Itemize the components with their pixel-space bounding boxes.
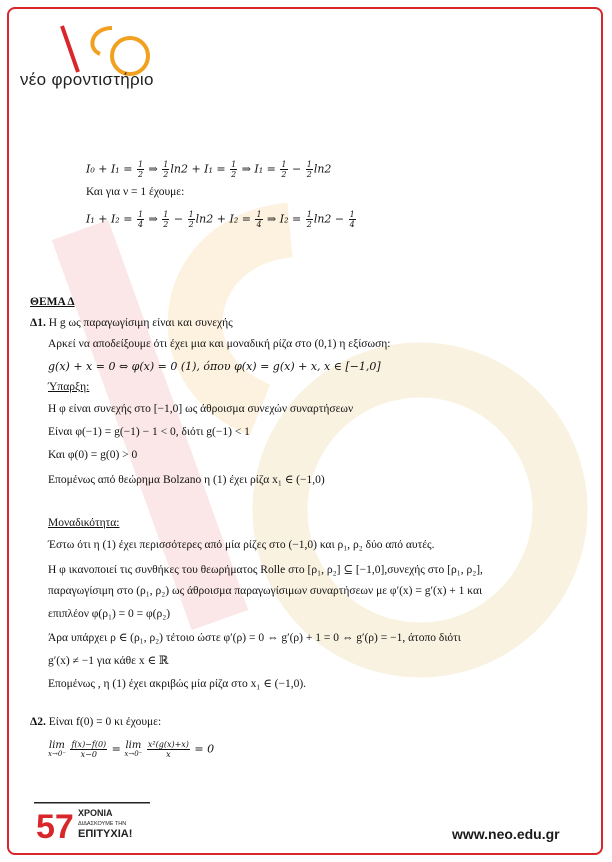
years-badge [34,800,154,846]
d1-line-5: Και φ(0) = g(0) > 0 [48,449,138,461]
neo-logo [14,14,184,109]
d2-limit-line: lim x→0⁻ $\frac{f(x)-f(0)}{x-0}$ = lim x→0⁻ $\frac{\text{x²(g(x)+x)}}{x}$ = 0 [48,739,215,759]
d2-heading: Δ2. Είναι f(0) = 0 κι έχουμε: [30,716,162,728]
d1-line-3: Η φ είναι συνεχής στο [−1,0] ως άθροισμα συνεχών συναρτήσεων [48,403,354,415]
years-line-1: ΧΡΟΝΙΑ [78,808,113,818]
intro-line-2: Και για ν = 1 έχουμε: [86,186,185,198]
brand-tagline: νέο φροντιστήριο [20,70,154,89]
d1-line-6: Επομένως από θεώρημα Bolzano η (1) έχει ρίζα x₁ ∈ (−1,0) [48,474,325,486]
uniqueness-heading: Μοναδικότητα: [48,517,120,529]
d1-line-13: Επομένως , η (1) έχει ακριβώς μία ρίζα στο x₁ ∈ (−1,0). [48,678,307,690]
website-url: www.neo.edu.gr [452,826,560,842]
d1-line-11: Άρα υπάρχει ρ ∈ (ρ₁, ρ₂) τέτοιο ώστε φ′(ρ) = 0 ⇔ g′(ρ) + 1 = 0 ⇔ g′(ρ) = −1, άτοπο διότι [48,632,461,644]
d1-line-2: g(x) + x = 0 ⇔ φ(x) = 0 (1), όπου φ(x) = g(x) + x, x ∈ [−1,0] [48,360,381,373]
intro-line-1: I₀ + I₁ = $\frac{1}{2}$ ⇒ $\frac{1}{2}$ ln2 + I₁ = $\frac{1}{2}$ ⇒ I₁ = $\frac{1}{2}$ − $\frac{1}{2}$ ln2 [86,160,332,179]
d1-line-8: Η φ ικανοποιεί τις συνθήκες του θεωρήματος Rolle στο [ρ₁, ρ₂] ⊆ [−1,0],συνεχής στο [ρ₁, ρ₂], [48,564,483,576]
years-line-3: ΕΠΙΤΥΧΙΑ! [78,828,133,840]
existence-heading: Ύπαρξη: [48,381,90,393]
years-line-2: ΔΙΔΑΣΚΟΥΜΕ ΤΗΝ [78,821,127,827]
section-title: ΘΕΜΑ Δ [30,296,75,308]
d1-line-1: Αρκεί να αποδείξουμε ότι έχει μια και μοναδική ρίζα στο (0,1) η εξίσωση: [48,338,391,350]
intro-line-3: I₁ + I₂ = $\frac{1}{4}$ ⇒ $\frac{1}{2}$ − $\frac{1}{2}$ ln2 + I₂ = $\frac{1}{4}$ ⇒ I₂ = $\frac{1}{2}$ ln2 − $\frac{1}{4}$ [86,210,355,229]
d1-line-12: g′(x) ≠ −1 για κάθε x ∈ ℝ [48,655,169,667]
d1-line-10: επιπλέον φ(ρ₁) = 0 = φ(ρ₂) [48,608,171,620]
years-number: 57 [36,808,74,846]
d1-heading: Δ1. Η g ως παραγωγίσιμη είναι και συνεχής [30,317,233,329]
d1-line-7: Έστω ότι η (1) έχει περισσότερες από μία ρίζες στο (−1,0) και ρ₁, ρ₂ δύο από αυτές. [48,539,435,551]
d1-line-9: παραγωγίσιμη στο (ρ₁, ρ₂) ως άθροισμα παραγωγίσιμων συναρτήσεων με φ′(x) = g′(x) + 1 και [48,585,483,597]
d1-line-4: Είναι φ(−1) = g(−1) − 1 < 0, διότι g(−1) < 1 [48,426,250,438]
